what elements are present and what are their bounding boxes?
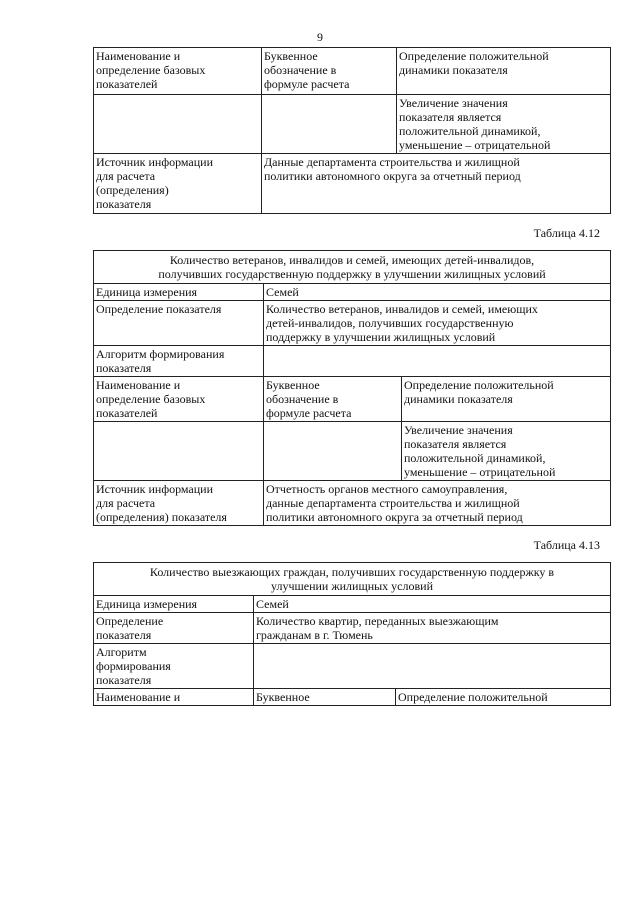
table-row — [94, 596, 611, 613]
cell-empty — [264, 422, 402, 481]
header-positive-dynamics: Определение положительной — [396, 689, 611, 706]
definition-label: Определение показателя — [94, 613, 254, 644]
table-row — [94, 377, 611, 422]
source-value: Отчетность органов местного самоуправления, данные департамента строительства и жилищной политики автономного округа за отчетный период — [264, 481, 611, 526]
source-label: Источник информации для расчета (определения) показателя — [94, 481, 264, 526]
table-row — [94, 154, 611, 214]
header-letter-designation: Буквенное обозначение в формуле расчета — [264, 377, 402, 422]
table-4-13 — [93, 562, 611, 706]
table-4-12 — [93, 250, 611, 526]
table-row — [94, 422, 611, 481]
unit-label: Единица измерения — [94, 596, 254, 613]
table-row — [94, 346, 611, 377]
table-row — [94, 251, 611, 284]
algorithm-value — [254, 644, 611, 689]
header-base-indicators: Наименование и определение базовых показателей — [94, 377, 264, 422]
table-row — [94, 563, 611, 596]
table-caption-413: Таблица 4.13 — [533, 538, 600, 552]
header-letter-designation: Буквенное обозначение в формуле расчета — [262, 48, 397, 95]
table-row — [94, 301, 611, 346]
header-positive-dynamics: Определение положительной динамики показателя — [402, 377, 611, 422]
table-row — [94, 284, 611, 301]
source-label: Источник информации для расчета (определения) показателя — [94, 154, 262, 214]
algorithm-value — [264, 346, 611, 377]
cell-empty — [262, 95, 397, 154]
header-positive-dynamics: Определение положительной динамики показателя — [397, 48, 611, 95]
definition-value: Количество ветеранов, инвалидов и семей, имеющих детей-инвалидов, получивших государственную поддержку в улучшении жилищных условий — [264, 301, 611, 346]
definition-value: Количество квартир, переданных выезжающим гражданам в г. Тюмень — [254, 613, 611, 644]
table-row — [94, 689, 611, 706]
table-caption-412: Таблица 4.12 — [533, 226, 600, 240]
header-base-indicators: Наименование и определение базовых показателей — [94, 48, 262, 95]
definition-label: Определение показателя — [94, 301, 264, 346]
algorithm-label: Алгоритм формирования показателя — [94, 644, 254, 689]
table-title: Количество ветеранов, инвалидов и семей, имеющих детей-инвалидов, получивших государственную поддержку в улучшении жилищных условий — [94, 251, 611, 284]
table-title: Количество выезжающих граждан, получивших государственную поддержку в улучшении жилищных условий — [94, 563, 611, 596]
cell-empty — [94, 422, 264, 481]
table-row — [94, 95, 611, 154]
table-row — [94, 644, 611, 689]
cell-dynamics-text: Увеличение значения показателя является положительной динамикой, уменьшение – отрицательной — [402, 422, 611, 481]
source-value: Данные департамента строительства и жилищной политики автономного округа за отчетный период — [262, 154, 611, 214]
cell-empty — [94, 95, 262, 154]
header-base-indicators: Наименование и — [94, 689, 254, 706]
header-letter-designation: Буквенное — [254, 689, 396, 706]
unit-value: Семей — [254, 596, 611, 613]
algorithm-label: Алгоритм формирования показателя — [94, 346, 264, 377]
table-row — [94, 613, 611, 644]
table-row — [94, 481, 611, 526]
unit-value: Семей — [264, 284, 611, 301]
page-number: 9 — [317, 30, 323, 44]
table-top-continuation — [93, 47, 611, 214]
table-row — [94, 48, 611, 95]
unit-label: Единица измерения — [94, 284, 264, 301]
cell-dynamics-text: Увеличение значения показателя является положительной динамикой, уменьшение – отрицательной — [397, 95, 611, 154]
